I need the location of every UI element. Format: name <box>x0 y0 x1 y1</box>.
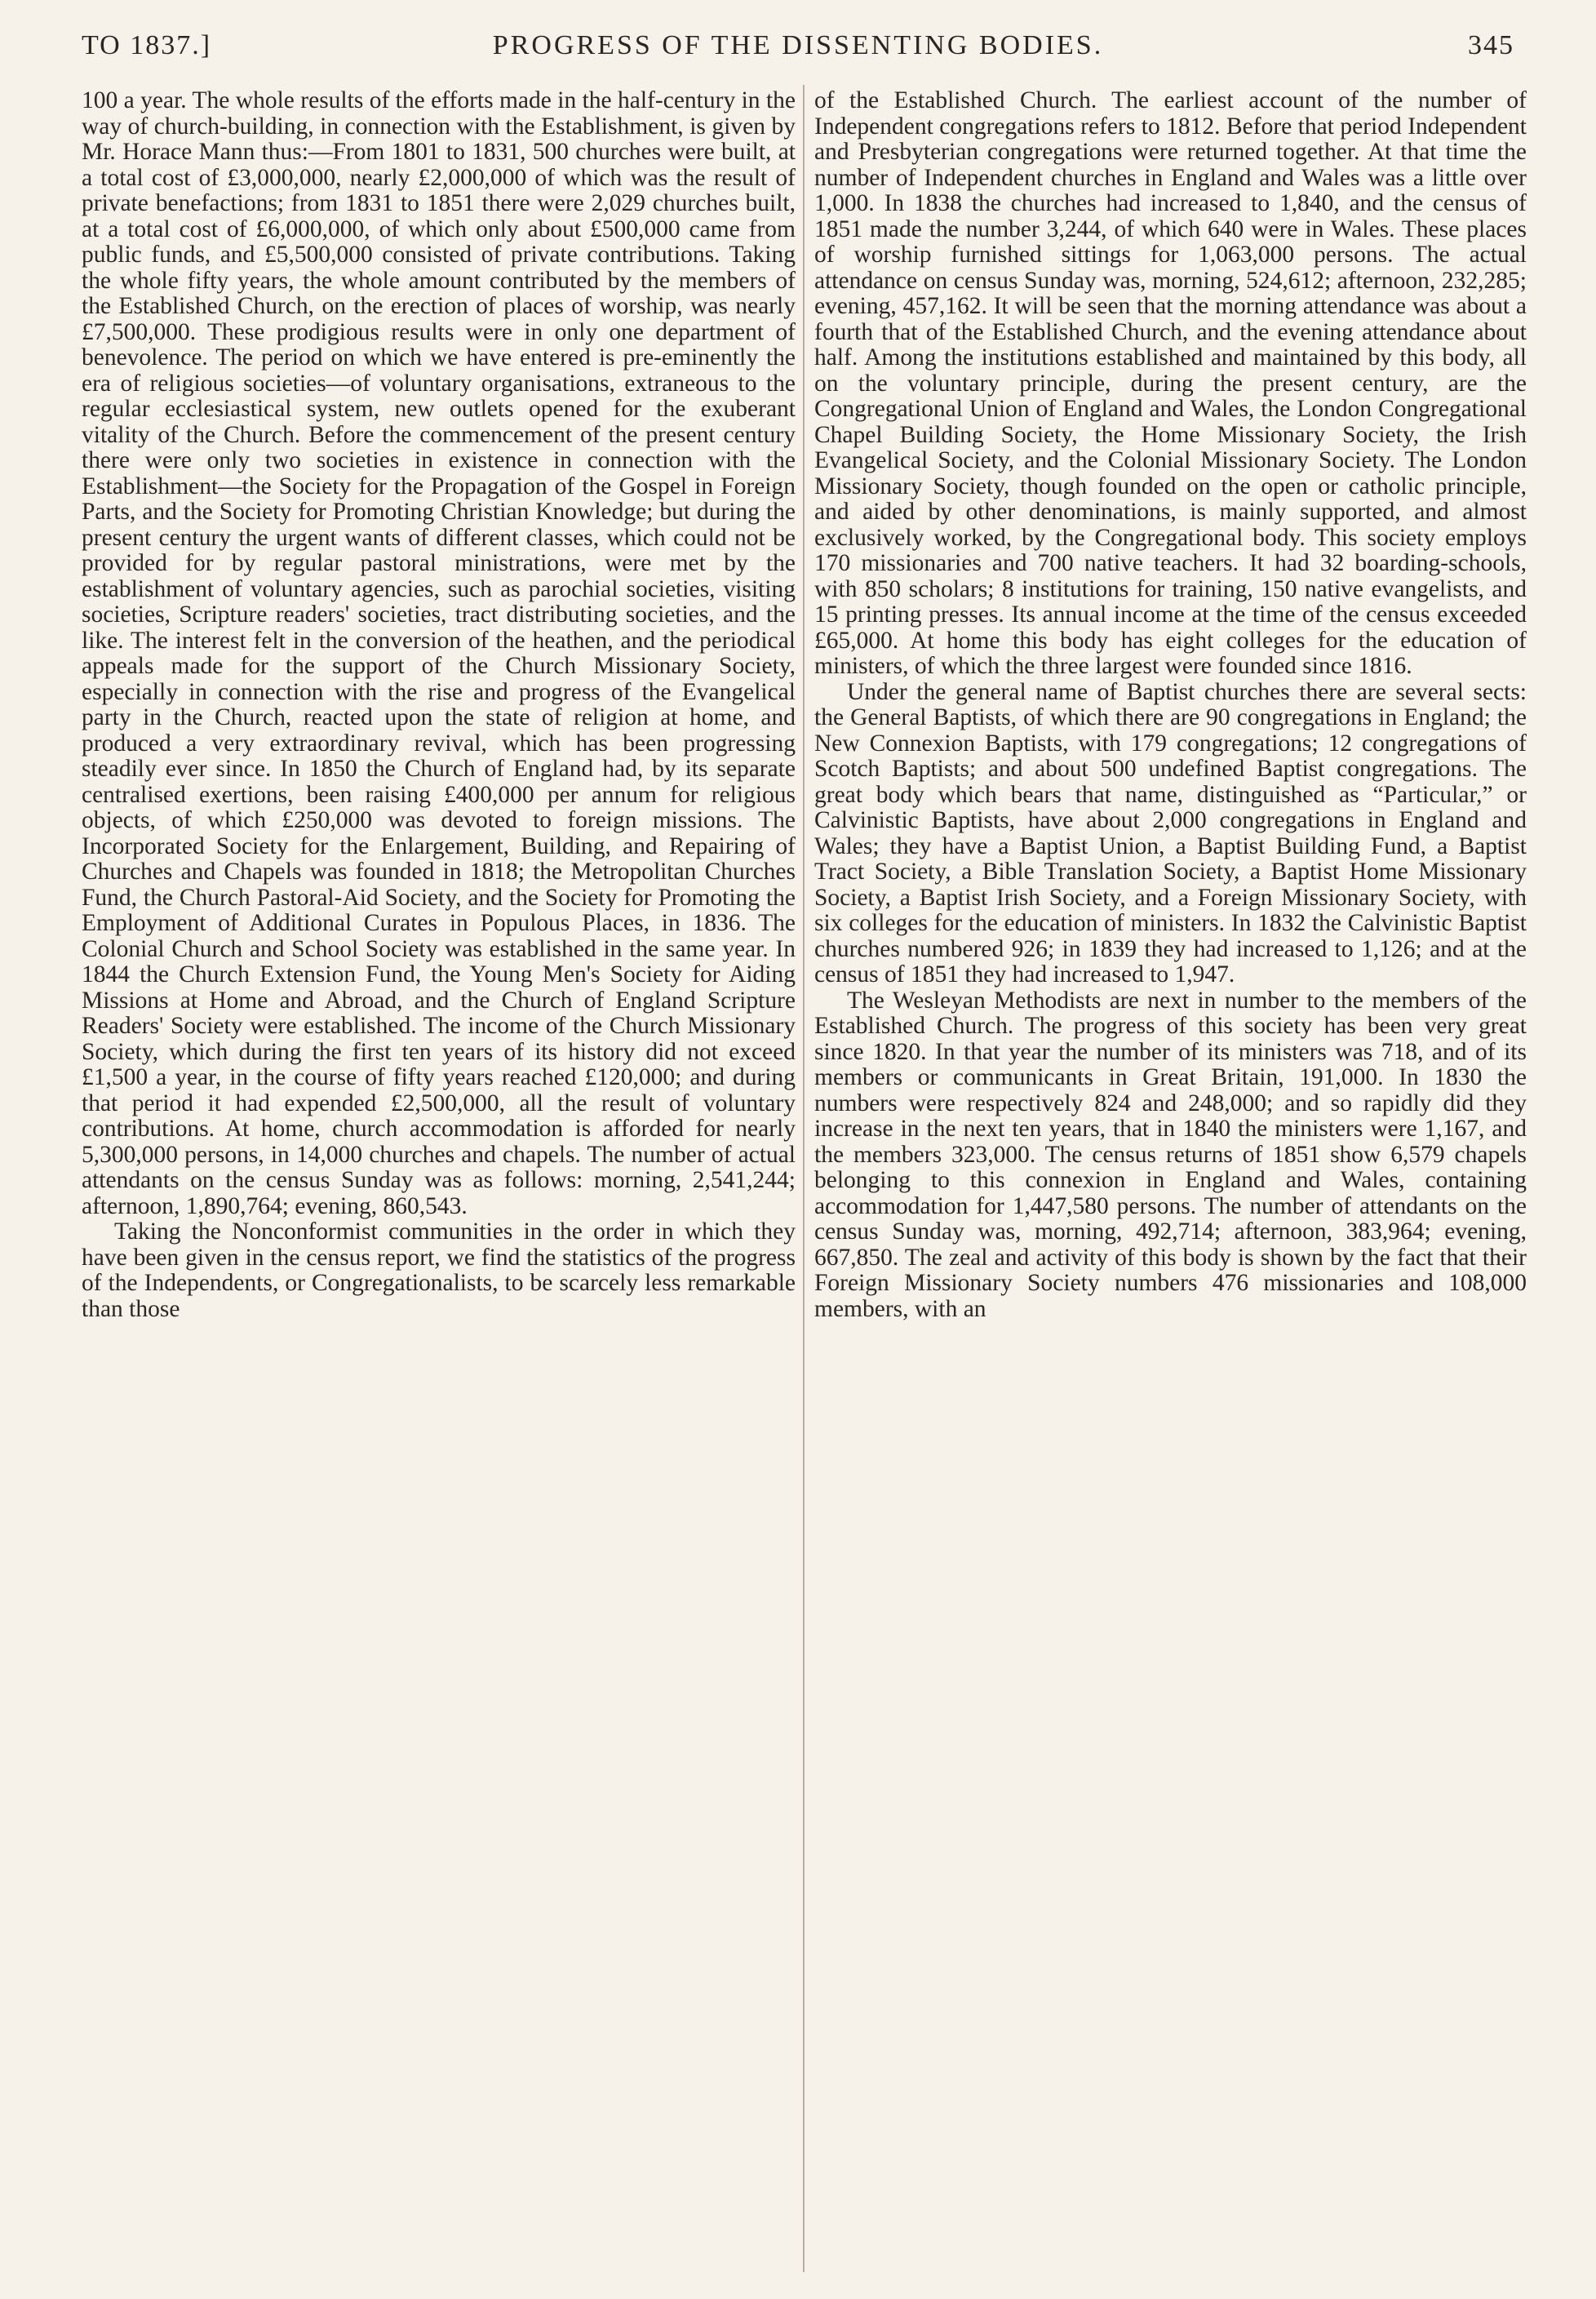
running-header <box>82 23 1514 69</box>
header-date-range: TO 1837.] <box>82 30 212 60</box>
page-number: 345 <box>1468 30 1514 60</box>
left-paragraph-church-building: 100 a year. The whole results of the efforts made in the half-century in the way of church-building, in connection with the Establishment, is given by Mr. Horace Mann thus:—From 1801 to 1831, 500 churches were built, at a total cost of £3,000,000, nearly £2,000,000 of which was the result of private benefactions; from 1831 to 1851 there were 2,029 churches built, at a total cost of £6,000,000, of which only about £500,000 came from public funds, and £5,500,000 consisted of private contributions. Taking the whole fifty years, the whole amount contributed by the members of the Established Church, on the erection of places of worship, was nearly £7,500,000. These prodigious results were in only one department of benevolence. The period on which we have entered is pre-eminently the era of religious societies—of voluntary organisations, extraneous to the regular ecclesiastical system, new outlets opened for the exuberant vitality of the Church. Before the commencement of the present century there were only two societies in existence in connection with the Establishment—the Society for the Propagation of the Gospel in Foreign Parts, and the Society for Promoting Christian Knowledge; but during the present century the urgent wants of different classes, which could not be provided for by regular pastoral ministrations, were met by the establishment of voluntary agencies, such as parochial societies, visiting societies, Scripture readers' societies, tract distributing societies, and the like. The interest felt in the conversion of the heathen, and the periodical appeals made for the support of the Church Missionary Society, especially in connection with the rise and progress of the Evangelical party in the Church, reacted upon the state of religion at home, and produced a very extraordinary revival, which has been progressing steadily ever since. In 1850 the Church of England had, by its separate centralised exertions, been raising £400,000 per annum for religious objects, of which £250,000 was devoted to foreign missions. The Incorporated Society for the Enlargement, Building, and Repairing of Churches and Chapels was founded in 1818; the Metropolitan Churches Fund, the Church Pastoral-Aid Society, and the Society for Promoting the Employment of Additional Curates in Populous Places, in 1836. The Colonial Church and School Society was established in the same year. In 1844 the Church Extension Fund, the Young Men's Society for Aiding Missions at Home and Abroad, and the Church of England Scripture Readers' Society were established. The income of the Church Missionary Society, which during the first ten years of its history did not exceed £1,500 a year, in the course of fifty years reached £120,000; and during that period it had expended £2,500,000, all the result of voluntary contributions. At home, church accommodation is afforded for nearly 5,300,000 persons, in 14,000 churches and chapels. The number of actual attendants on the census Sunday was as follows: morning, 2,541,244; afternoon, 1,890,764; evening, 860,543. <box>82 88 796 1219</box>
right-paragraph-independents: of the Established Church. The earliest account of the number of Independent congregations refers to 1812. Before that period Independent and Presbyterian congregations were returned together. At that time the number of Independent churches in England and Wales was a little over 1,000. In 1838 the churches had increased to 1,840, and the census of 1851 made the number 3,244, of which 640 were in Wales. These places of worship furnished sittings for 1,063,000 persons. The actual attendance on census Sunday was, morning, 524,612; afternoon, 232,285; evening, 457,162. It will be seen that the morning attendance was about a fourth that of the Established Church, and the evening attendance about half. Among the institutions established and maintained by this body, all on the voluntary principle, during the present century, are the Congregational Union of England and Wales, the London Congregational Chapel Building Society, the Home Missionary Society, the Irish Evangelical Society, and the Colonial Missionary Society. The London Missionary Society, though founded on the open or catholic principle, and aided by other denominations, is mainly supported, and almost exclusively worked, by the Congregational body. This society employs 170 missionaries and 700 native teachers. It had 32 boarding-schools, with 850 scholars; 8 institutions for training, 150 native evangelists, and 15 printing presses. Its annual income at the time of the census exceeded £65,000. At home this body has eight colleges for the education of ministers, of which the three largest were founded since 1816. <box>814 88 1527 679</box>
column-divider <box>803 85 805 2272</box>
left-column <box>82 88 796 2275</box>
right-column <box>814 88 1527 2275</box>
left-paragraph-nonconformist: Taking the Nonconformist communities in the order in which they have been given in the census report, we find the statistics of the progress of the Independents, or Congregationalists, to be scarcely less remarkable than those <box>82 1218 796 1322</box>
right-paragraph-wesleyans: The Wesleyan Methodists are next in number to the members of the Established Church. The progress of this society has been very great since 1820. In that year the number of its ministers was 718, and of its members or communicants in Great Britain, 191,000. In 1830 the numbers were respectively 824 and 248,000; and so rapidly did they increase in the next ten years, that in 1840 the ministers were 1,167, and the members 323,000. The census returns of 1851 show 6,579 chapels belonging to this connexion in England and Wales, containing accommodation for 1,447,580 persons. The number of attendants on the census Sunday was, morning, 492,714; afternoon, 383,964; evening, 667,850. The zeal and activity of this body is shown by the fact that their Foreign Missionary Society numbers 476 missionaries and 108,000 members, with an <box>814 987 1527 1322</box>
right-paragraph-baptists: Under the general name of Baptist churches there are several sects: the General Baptists, of which there are 90 congregations in England; the New Connexion Baptists, with 179 congregations; 12 congregations of Scotch Baptists; and about 500 undefined Baptist congregations. The great body which bears that name, distinguished as “Particular,” or Calvinistic Baptists, have about 2,000 congregations in England and Wales; they have a Baptist Union, a Baptist Building Fund, a Baptist Tract Society, a Bible Translation Society, a Baptist Home Missionary Society, a Baptist Irish Society, and a Foreign Missionary Society, with six colleges for the education of ministers. In 1832 the Calvinistic Baptist churches numbered 926; in 1839 they had increased to 1,126; and at the census of 1851 they had increased to 1,947. <box>814 678 1527 988</box>
header-title: PROGRESS OF THE DISSENTING BODIES. <box>492 30 1104 60</box>
